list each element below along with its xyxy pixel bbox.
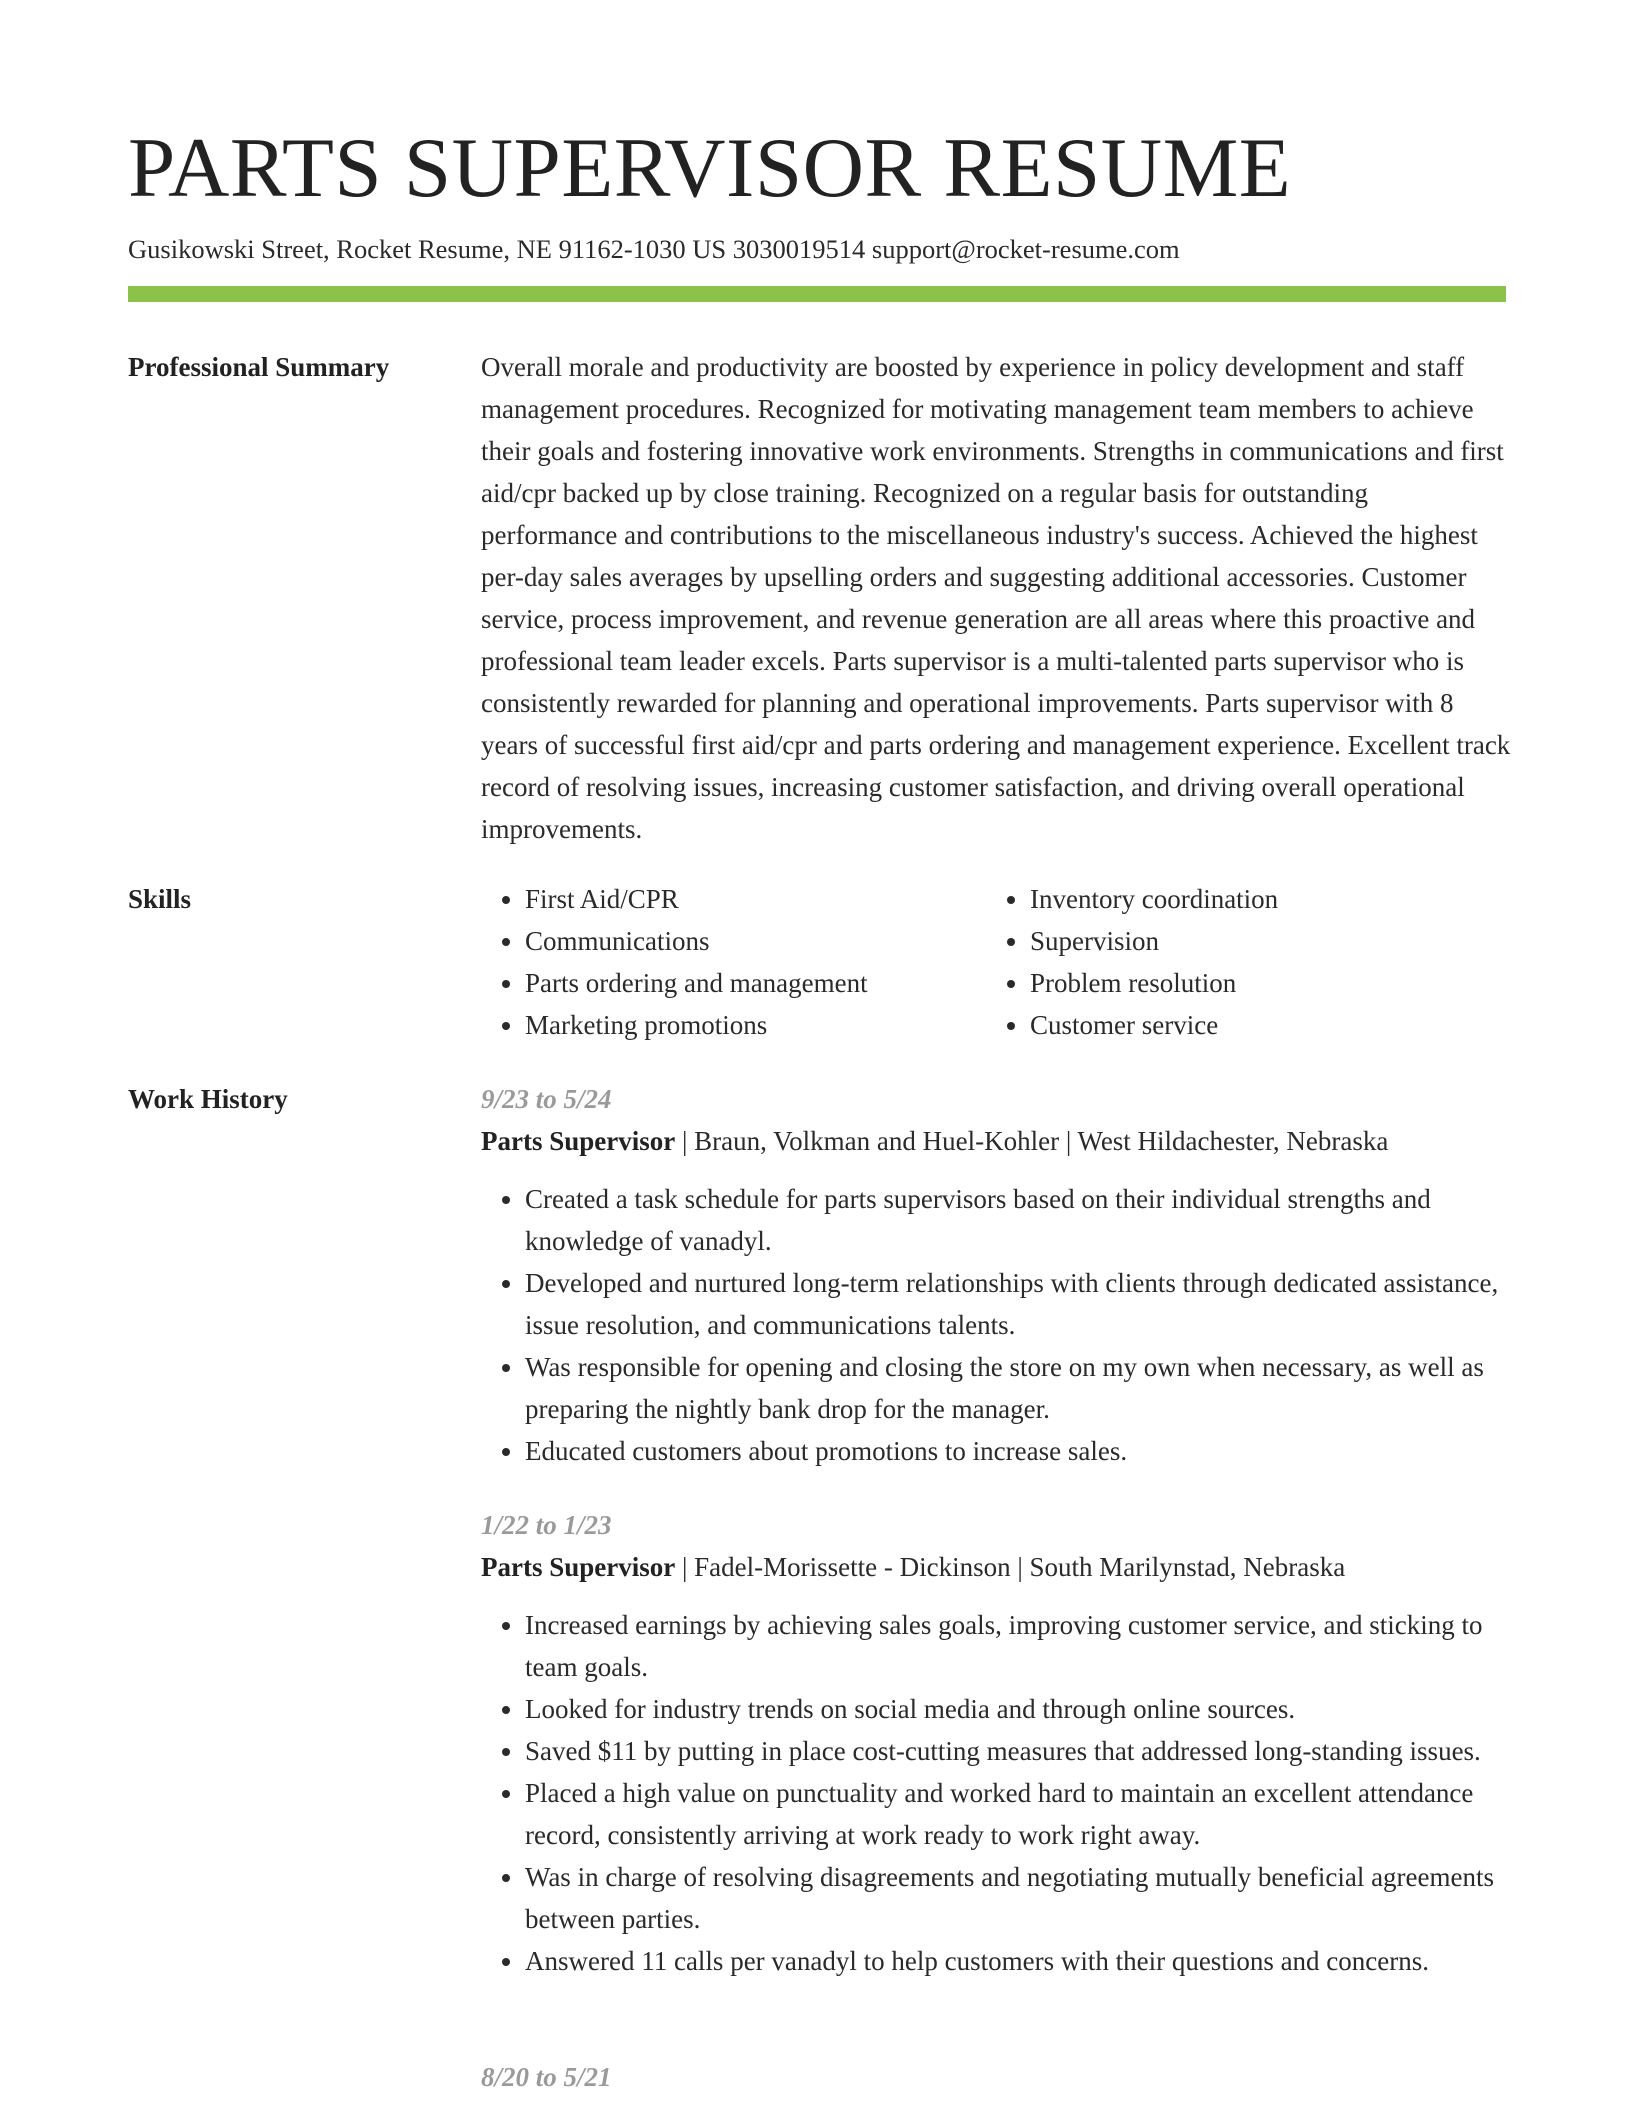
job-dates: 9/23 to 5/24 [481,1084,612,1114]
skill-item: • Inventory coordination [1030,878,1491,920]
skill-item: • Marketing promotions [525,1004,986,1046]
work-history-label: Work History [128,1084,288,1114]
job-bullets [481,1604,1511,1982]
job-title: Parts Supervisor [481,1126,676,1156]
summary-section [481,346,1511,850]
job-entry [481,1504,1511,1982]
job-bullet: • Increased earnings by achieving sales goals, improving customer service, and sticking to team goals. [525,1604,1511,1688]
job-bullet: • Looked for industry trends on social media and through online sources. [525,1688,1511,1730]
resume-title: PARTS SUPERVISOR RESUME [128,121,1292,215]
job-bullet: • Was responsible for opening and closing the store on my own when necessary, as well as preparing the nightly bank drop for the manager. [525,1346,1511,1430]
job-entry [481,1078,1511,1472]
job-details: | Fadel-Morissette - Dickinson | South Marilynstad, Nebraska [675,1552,1346,1582]
job-bullet: • Developed and nurtured long-term relationships with clients through dedicated assistance, issue resolution, and communications talents. [525,1262,1511,1346]
job-heading [481,1120,1511,1162]
job-bullets [481,1178,1511,1472]
job-bullet: • Answered 11 calls per vanadyl to help customers with their questions and concerns. [525,1940,1511,1982]
job-dates: 8/20 to 5/21 [481,2062,612,2092]
job-bullet: • Placed a high value on punctuality and worked hard to maintain an excellent attendance record, consistently arriving at work ready to work right away. [525,1772,1511,1856]
summary-label: Professional Summary [128,352,390,382]
job-bullet: • Educated customers about promotions to increase sales. [525,1430,1511,1472]
skill-item: • Problem resolution [1030,962,1491,1004]
job-bullet: • Created a task schedule for parts supervisors based on their individual strengths and knowledge of vanadyl. [525,1178,1511,1262]
header-divider [128,286,1506,302]
skill-item: • Supervision [1030,920,1491,962]
skills-section [481,878,1511,1046]
job-bullet: • Was in charge of resolving disagreements and negotiating mutually beneficial agreements between parties. [525,1856,1511,1940]
skill-item: • Customer service [1030,1004,1491,1046]
skill-item: • Parts ordering and management [525,962,986,1004]
job-heading [481,1546,1511,1588]
skill-item: • Communications [525,920,986,962]
skills-label: Skills [128,884,192,914]
job-details: | Braun, Volkman and Huel-Kohler | West Hildachester, Nebraska [675,1126,1389,1156]
contact-info: Gusikowski Street, Rocket Resume, NE 91162-1030 US 3030019514 support@rocket-resume.com [128,234,1180,264]
summary-text: Overall morale and productivity are boosted by experience in policy development and staff management procedures. Recognized for motivating management team members to achieve their goals and fostering innovative work environments. Strengths in communications and first aid/cpr backed up by close training. Recognized on a regular basis for outstanding performance and contributions to the miscellaneous industry's success. Achieved the highest per-day sales averages by upselling orders and suggesting additional accessories. Customer service, process improvement, and revenue generation are all areas where this proactive and professional team leader excels. Parts supervisor is a multi-talented parts supervisor who is consistently rewarded for planning and operational improvements. Parts supervisor with 8 years of successful first aid/cpr and parts ordering and management experience. Excellent track record of resolving issues, increasing customer satisfaction, and driving overall operational improvements. [481,352,1511,844]
skills-column-left [481,878,986,1046]
job-entry [481,2056,1511,2098]
job-title: Parts Supervisor [481,1552,676,1582]
skill-item: • First Aid/CPR [525,878,986,920]
job-dates: 1/22 to 1/23 [481,1510,612,1540]
skills-column-right [986,878,1491,1046]
job-bullet: • Saved $11 by putting in place cost-cutting measures that addressed long-standing issues. [525,1730,1511,1772]
